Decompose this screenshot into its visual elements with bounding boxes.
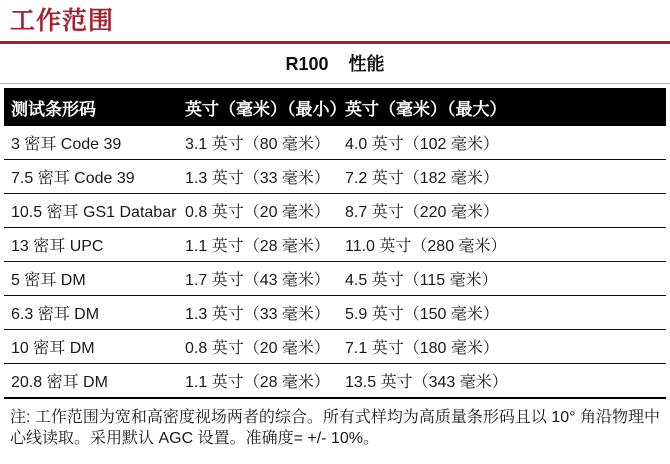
footnote-text: 工作范围为宽和高密度视场两者的综合。所有式样均为高质量条形码且以 10° 角沿物理中心线读取。采用默认 AGC 设置。准确度= +/- 10%。 xyxy=(10,409,660,447)
working-range-table xyxy=(4,88,666,399)
table-cell: 0.8 英寸（20 毫米） xyxy=(178,330,338,364)
table-cell: 4.0 英寸（102 毫米） xyxy=(338,126,666,160)
table-cell: 11.0 英寸（280 毫米） xyxy=(338,228,666,262)
table-cell: 10.5 密耳 GS1 Databar xyxy=(4,194,178,228)
table-cell: 1.1 英寸（28 毫米） xyxy=(178,364,338,399)
table-cell: 1.7 英寸（43 毫米） xyxy=(178,262,338,296)
table-cell: 1.1 英寸（28 毫米） xyxy=(178,228,338,262)
table-row xyxy=(4,296,666,330)
table-body xyxy=(4,126,666,398)
page-title: 工作范围 xyxy=(10,7,115,35)
table-row xyxy=(4,160,666,194)
table-cell: 8.7 英寸（220 毫米） xyxy=(338,194,666,228)
table-row xyxy=(4,262,666,296)
table-cell: 7.1 英寸（180 毫米） xyxy=(338,330,666,364)
table-caption xyxy=(0,54,670,74)
table-header-row xyxy=(4,88,666,126)
table-cell: 10 密耳 DM xyxy=(4,330,178,364)
title-divider-rule xyxy=(0,41,670,44)
table-cell: 13.5 英寸（343 毫米） xyxy=(338,364,666,399)
model-name: R100 xyxy=(285,54,329,74)
table-row xyxy=(4,330,666,364)
table-cell: 3 密耳 Code 39 xyxy=(4,126,178,160)
table-row xyxy=(4,228,666,262)
caption-label: 性能 xyxy=(348,54,385,74)
table-cell: 1.3 英寸（33 毫米） xyxy=(178,160,338,194)
table-row xyxy=(4,364,666,399)
table-row xyxy=(4,126,666,160)
table-cell: 0.8 英寸（20 毫米） xyxy=(178,194,338,228)
caption-divider-rule xyxy=(0,83,670,84)
footnote xyxy=(10,407,660,449)
table-row xyxy=(4,194,666,228)
table-cell: 7.5 密耳 Code 39 xyxy=(4,160,178,194)
table-cell: 1.3 英寸（33 毫米） xyxy=(178,296,338,330)
footnote-label: 注: xyxy=(10,409,35,426)
table-cell: 4.5 英寸（115 毫米） xyxy=(338,262,666,296)
table-cell: 20.8 密耳 DM xyxy=(4,364,178,399)
column-header-max: 英寸（毫米）（最大） xyxy=(338,88,666,126)
table-cell: 5 密耳 DM xyxy=(4,262,178,296)
table-cell: 7.2 英寸（182 毫米） xyxy=(338,160,666,194)
column-header-min: 英寸（毫米）（最小） xyxy=(178,88,338,126)
table-cell: 5.9 英寸（150 毫米） xyxy=(338,296,666,330)
table-cell: 13 密耳 UPC xyxy=(4,228,178,262)
column-header-test-barcode: 测试条形码 xyxy=(4,88,178,126)
table-cell: 6.3 密耳 DM xyxy=(4,296,178,330)
table-cell: 3.1 英寸（80 毫米） xyxy=(178,126,338,160)
